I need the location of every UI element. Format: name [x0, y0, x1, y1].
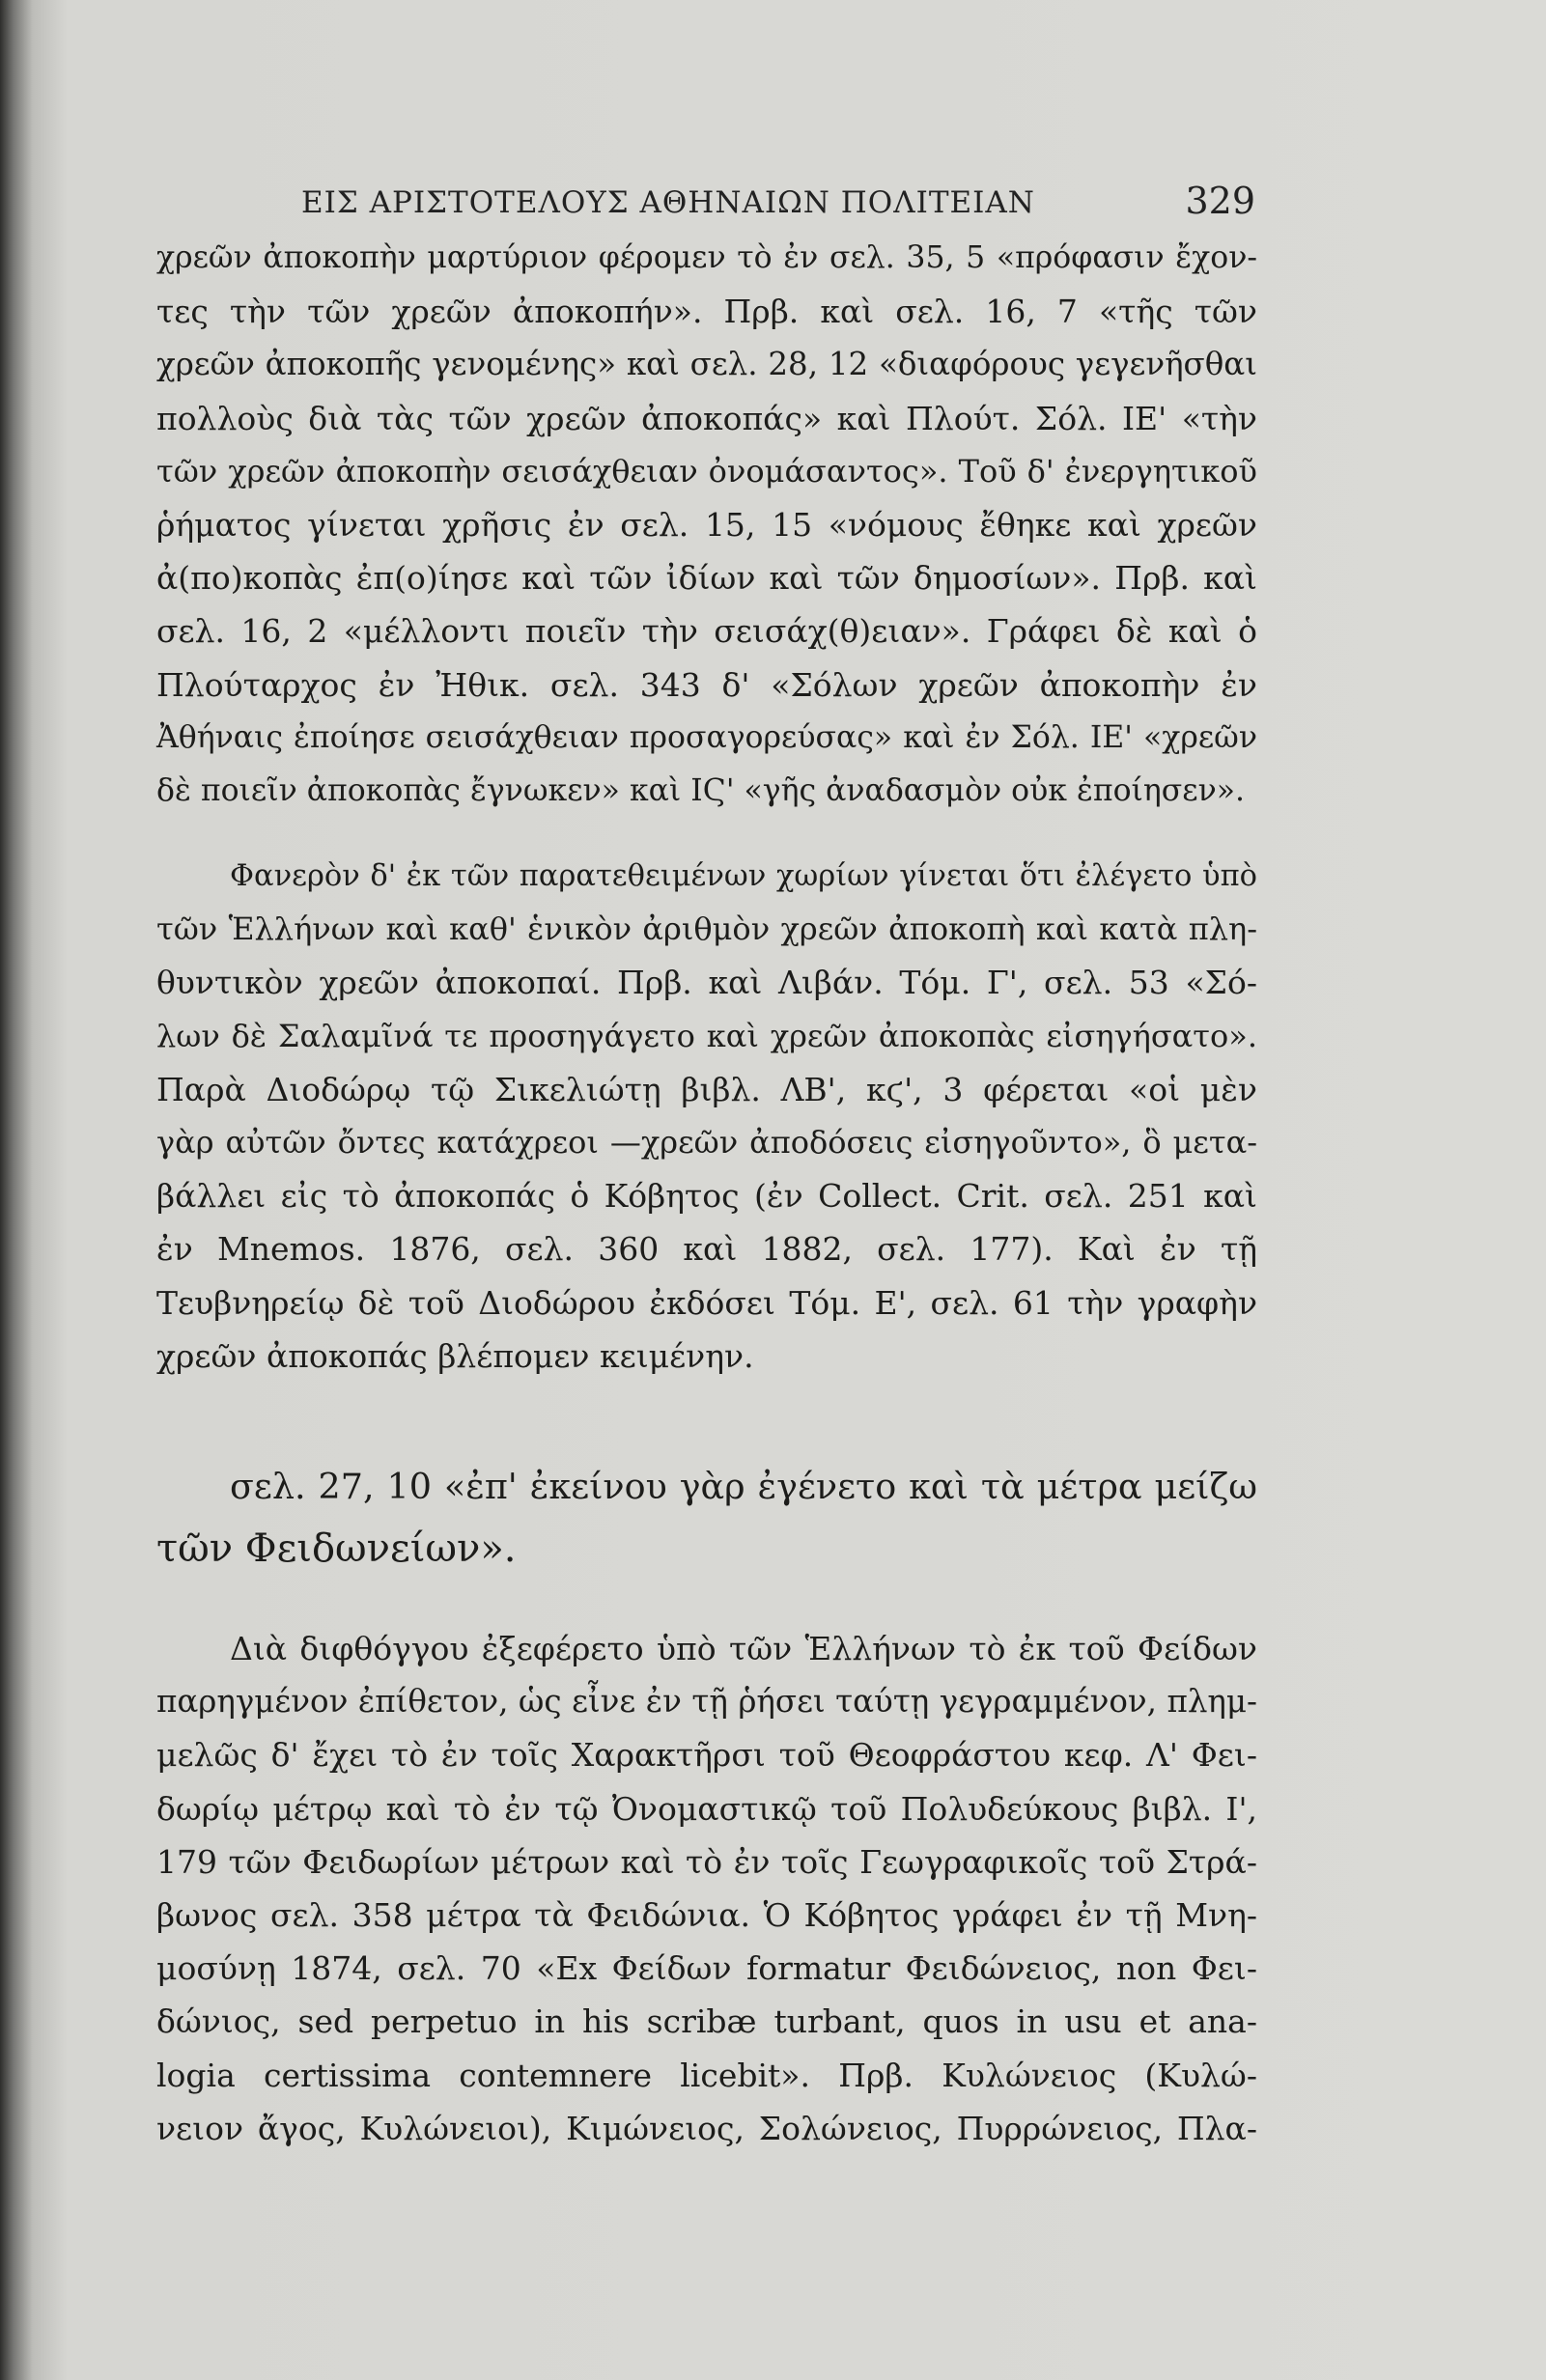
text-line: πολλοὺς διὰ τὰς τῶν χρεῶν ἀποκοπάς» καὶ Πλούτ. Σόλ. ΙΕ' «τὴν	[156, 399, 1257, 437]
text-line: ἀ(πο)κοπὰς ἐπ(ο)ίησε καὶ τῶν ἰδίων καὶ τῶν δημοσίων». Πρβ. καὶ	[156, 559, 1257, 598]
text-line: δὲ ποιεῖν ἀποκοπὰς ἔγνωκεν» καὶ ΙϚ' «γῆς ἀναδασμὸν οὐκ ἐποίησεν».	[156, 772, 1246, 808]
text-line: βωνος σελ. 358 μέτρα τὰ Φειδώνια. Ὁ Κόβητος γράφει ἐν τῇ Μνη-	[156, 1895, 1257, 1934]
text-line: Τευβνηρείῳ δὲ τοῦ Διοδώρου ἐκδόσει Τόμ. Ε', σελ. 61 τὴν γραφὴν	[156, 1283, 1257, 1322]
running-title: ΕΙΣ ΑΡΙΣΤΟΤΕΛΟΥΣ ΑΘΗΝΑΙΩΝ ΠΟΛΙΤΕΙΑΝ	[301, 185, 1035, 220]
text-line: λων δὲ Σαλαμῖνά τε προσηγάγετο καὶ χρεῶν ἀποκοπὰς εἰσηγήσατο».	[156, 1017, 1257, 1054]
text-line: Ἀθήναις ἐποίησε σεισάχθειαν προσαγορεύσας» καὶ ἐν Σόλ. ΙΕ' «χρεῶν	[156, 719, 1257, 755]
text-line: χρεῶν ἀποκοπῆς γενομένης» καὶ σελ. 28, 12 «διαφόρους γεγενῆσθαι	[156, 346, 1257, 383]
text-line: δωρίῳ μέτρῳ καὶ τὸ ἐν τῷ Ὀνομαστικῷ τοῦ Πολυδεύκους βιβλ. Ι',	[156, 1789, 1257, 1828]
text-line: παρηγμένον ἐπίθετον, ὡς εἶνε ἐν τῇ ῥήσει ταύτῃ γεγραμμένον, πλημ-	[156, 1683, 1257, 1721]
text-line: νειον ἄγος, Κυλώνειοι), Κιμώνειος, Σολώνειος, Πυρρώνειος, Πλα-	[156, 2109, 1257, 2147]
text-line: ῥήματος γίνεται χρῆσις ἐν σελ. 15, 15 «νόμους ἔθηκε καὶ χρεῶν	[156, 505, 1257, 544]
text-line: μελῶς δ' ἔχει τὸ ἐν τοῖς Χαρακτῆρσι τοῦ Θεοφράστου κεφ. Λ' Φει-	[156, 1736, 1257, 1775]
text-line: Φανερὸν δ' ἐκ τῶν παρατεθειμένων χωρίων γίνεται ὅτι ἐλέγετο ὑπὸ	[230, 859, 1257, 893]
text-line: Διὰ διφθόγγου ἐξεφέρετο ὑπὸ τῶν Ἑλλήνων τὸ ἐκ τοῦ Φείδων	[230, 1630, 1257, 1667]
page-header	[193, 180, 1255, 222]
text-line: θυντικὸν χρεῶν ἀποκοπαί. Πρβ. καὶ Λιβάν. Τόμ. Γ', σελ. 53 «Σό-	[156, 964, 1257, 1002]
page-number: 329	[1185, 180, 1255, 222]
text-line: ἐν Mnemos. 1876, σελ. 360 καὶ 1882, σελ. 177). Καὶ ἐν τῇ	[156, 1230, 1257, 1269]
paragraph-3	[156, 1622, 1257, 2155]
text-line: μοσύνῃ 1874, σελ. 70 «Ex Φείδων formatur Φειδώνειος, non Φει-	[156, 1949, 1257, 1988]
lemma-heading	[156, 1456, 1257, 1580]
text-line: 179 τῶν Φειδωρίων μέτρων καὶ τὸ ἐν τοῖς Γεωγραφικοῖς τοῦ Στρά-	[156, 1842, 1257, 1881]
text-line: γὰρ αὐτῶν ὄντες κατάχρεοι —χρεῶν ἀποδόσεις εἰσηγοῦντο», ὃ μετα-	[156, 1123, 1257, 1161]
text-line: τες τὴν τῶν χρεῶν ἀποκοπήν». Πρβ. καὶ σελ. 16, 7 «τῆς τῶν	[156, 293, 1257, 331]
text-line: logia certissima contemnere licebit». Πρβ. Κυλώνειος (Κυλώ-	[156, 2056, 1257, 2094]
lemma-line: σελ. 27, 10 «ἐπ' ἐκείνου γὰρ ἐγένετο καὶ τὰ μέτρα μείζω	[230, 1466, 1257, 1507]
text-line: Παρὰ Διοδώρῳ τῷ Σικελιώτῃ βιβλ. ΛΒ', κϛ', 3 φέρεται «οἱ μὲν	[156, 1070, 1257, 1108]
paragraph-2	[156, 850, 1257, 1383]
text-line: σελ. 16, 2 «μέλλοντι ποιεῖν τὴν σεισάχ(θ)ειαν». Γράφει δὲ καὶ ὁ	[156, 612, 1257, 651]
text-line: βάλλει εἰς τὸ ἀποκοπάς ὁ Κόβητος (ἐν Collect. Crit. σελ. 251 καὶ	[156, 1177, 1257, 1216]
text-line: χρεῶν ἀποκοπὴν μαρτύριον φέρομεν τὸ ἐν σελ. 35, 5 «πρόφασιν ἔχον-	[156, 240, 1257, 275]
text-line: χρεῶν ἀποκοπάς βλέπομεν κειμένην.	[156, 1336, 754, 1375]
lemma-line: τῶν Φειδωνείων».	[156, 1526, 517, 1571]
text-line: τῶν χρεῶν ἀποκοπὴν σεισάχθειαν ὀνομάσαντος». Τοῦ δ' ἐνεργητικοῦ	[156, 452, 1257, 490]
text-line: Πλούταρχος ἐν Ἠθικ. σελ. 343 δ' «Σόλων χρεῶν ἀποκοπὴν ἐν	[156, 665, 1257, 704]
text-line: τῶν Ἑλλήνων καὶ καθ' ἑνικὸν ἀριθμὸν χρεῶν ἀποκοπὴ καὶ κατὰ πλη-	[156, 910, 1257, 948]
paragraph-1	[156, 232, 1257, 818]
text-line: δώνιος, sed perpetuo in his scribæ turbant, quos in usu et ana-	[156, 2002, 1257, 2041]
